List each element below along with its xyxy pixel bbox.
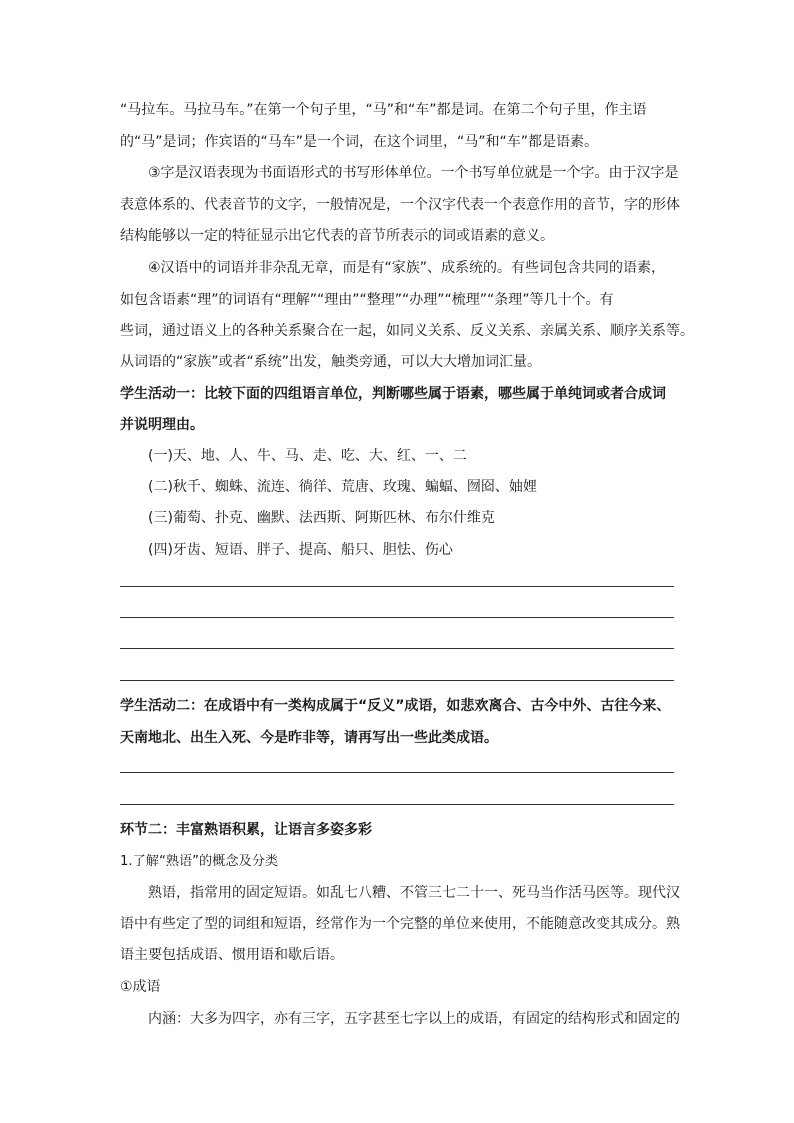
paragraph-line: 如包含语素“理”的词语有“理解”“理由”“整理”“办理”“梳理”“条理”等几十个。有 [120,292,614,308]
subsection-heading: 1.了解“熟语”的概念及分类 [120,854,279,869]
answer-line[interactable] [120,680,674,681]
paragraph-line: ④汉语中的词语并非杂乱无章，而是有“家族”、成系统的。有些词包含共同的语素， [148,260,666,276]
paragraph-line: 从词语的“家族”或者“系统”出发，触类旁通，可以大大增加词汇量。 [120,354,542,370]
paragraph-line: 的“马”是词；作宾语的“马车”是一个词，在这个词里，“马”和“车”都是语素。 [120,134,599,150]
paragraph-line: ③字是汉语表现为书面语形式的书写形体单位。一个书写单位就是一个字。由于汉字是 [148,165,679,181]
answer-line[interactable] [120,804,674,805]
answer-line[interactable] [120,617,674,618]
activity2-title: 天南地北、出生入死、今是昨非等，请再写出一些此类成语。 [120,730,498,746]
activity1-group: (三)葡萄、扑克、幽默、法西斯、阿斯匹林、布尔什维克 [148,510,495,526]
list-item-heading: ①成语 [120,979,161,995]
paragraph-line: 结构能够以一定的特征显示出它代表的音节所表示的词或语素的意义。 [120,228,554,244]
activity1-group: (二)秋千、蜘蛛、流连、徜徉、荒唐、玫瑰、蝙蝠、囫囵、妯娌 [148,479,537,495]
answer-line[interactable] [120,586,674,587]
activity1-title: 学生活动一：比较下面的四组语言单位，判断哪些属于语素，哪些属于单纯词或者合成词 [120,386,666,402]
paragraph-line: 内涵：大多为四字，亦有三字，五字甚至七字以上的成语，有固定的结构形式和固定的 [148,1011,680,1027]
activity1-title: 并说明理由。 [120,417,204,433]
paragraph-line: “马拉车。马拉马车。”在第一个句子里，“马”和“车”都是词。在第二个句子里，作主语 [120,102,647,118]
paragraph-line: 表意体系的、代表音节的文字，一般情况是，一个汉字代表一个表意作用的音节，字的形体 [120,197,680,213]
answer-line[interactable] [120,648,674,649]
section-heading: 环节二：丰富熟语积累，让语言多姿多彩 [120,822,372,838]
activity1-group: (一)天、地、人、牛、马、走、吃、大、红、一、二 [148,448,467,464]
answer-line[interactable] [120,772,674,773]
paragraph-line: 语主要包括成语、惯用语和歇后语。 [120,947,344,963]
paragraph-line: 些词，通过语义上的各种关系聚合在一起，如同义关系、反义关系、亲属关系、顺序关系等。 [120,323,694,339]
paragraph-line: 语中有些定了型的词组和短语，经常作为一个完整的单位来使用，不能随意改变其成分。熟 [120,916,680,932]
activity2-title: 学生活动二：在成语中有一类构成属于“反义”成语，如悲欢离合、古今中外、古往今来、 [120,698,671,714]
paragraph-line: 熟语，指常用的固定短语。如乱七八糟、不管三七二十一、死马当作活马医等。现代汉 [148,885,680,901]
activity1-group: (四)牙齿、短语、胖子、提高、船只、胆怯、伤心 [148,542,453,558]
